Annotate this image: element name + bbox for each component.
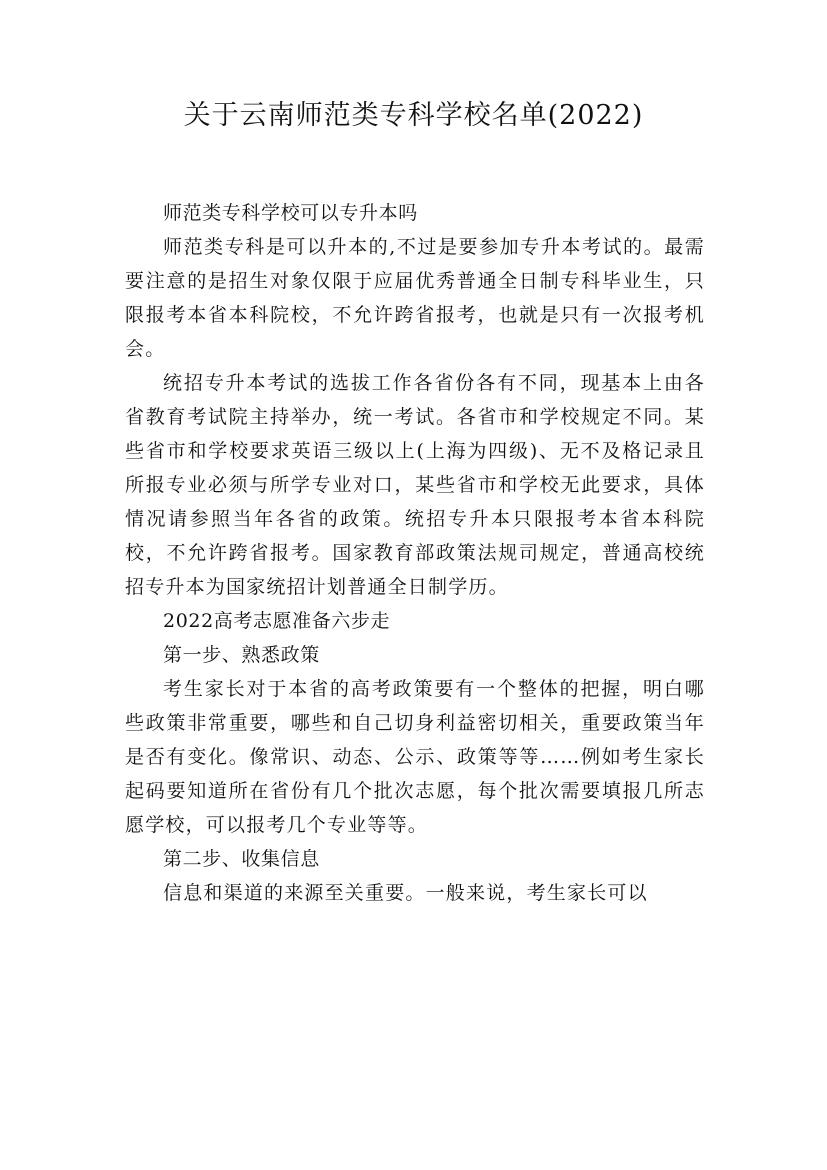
section-heading: 师范类专科学校可以专升本吗 bbox=[163, 202, 418, 224]
body-paragraph: 统招专升本考试的选拔工作各省份各有不同，现基本上由各省教育考试院主持举办，统一考试。各省市和学校规定不同。某些省市和学校要求英语三级以上(上海为四级)、无不及格记录且所报专业必须与所学专业对口，某些省市和学校无此要求，具体情况请参照当年各省的政策。统招专升本只限报考本省本科院校，不允许跨省报考。国家教育部政策法规司规定，普通高校统招专升本为国家统招计划普通全日制学历。 bbox=[125, 372, 705, 598]
body-paragraph: 信息和渠道的来源至关重要。一般来说，考生家长可以 bbox=[163, 882, 648, 904]
step-heading: 第二步、收集信息 bbox=[163, 848, 320, 870]
document-title: 关于云南师范类专科学校名单(2022) bbox=[183, 100, 644, 131]
section-heading: 2022高考志愿准备六步走 bbox=[163, 610, 391, 632]
step-heading: 第一步、熟悉政策 bbox=[163, 644, 320, 666]
document-body bbox=[125, 196, 705, 910]
body-paragraph: 师范类专科是可以升本的,不过是要参加专升本考试的。最需要注意的是招生对象仅限于应届优秀普通全日制专科毕业生，只限报考本省本科院校，不允许跨省报考，也就是只有一次报考机会。 bbox=[125, 236, 705, 360]
body-paragraph: 考生家长对于本省的高考政策要有一个整体的把握，明白哪些政策非常重要，哪些和自己切身利益密切相关，重要政策当年是否有变化。像常识、动态、公示、政策等等……例如考生家长起码要知道所在省份有几个批次志愿，每个批次需要填报几所志愿学校，可以报考几个专业等等。 bbox=[125, 678, 705, 836]
